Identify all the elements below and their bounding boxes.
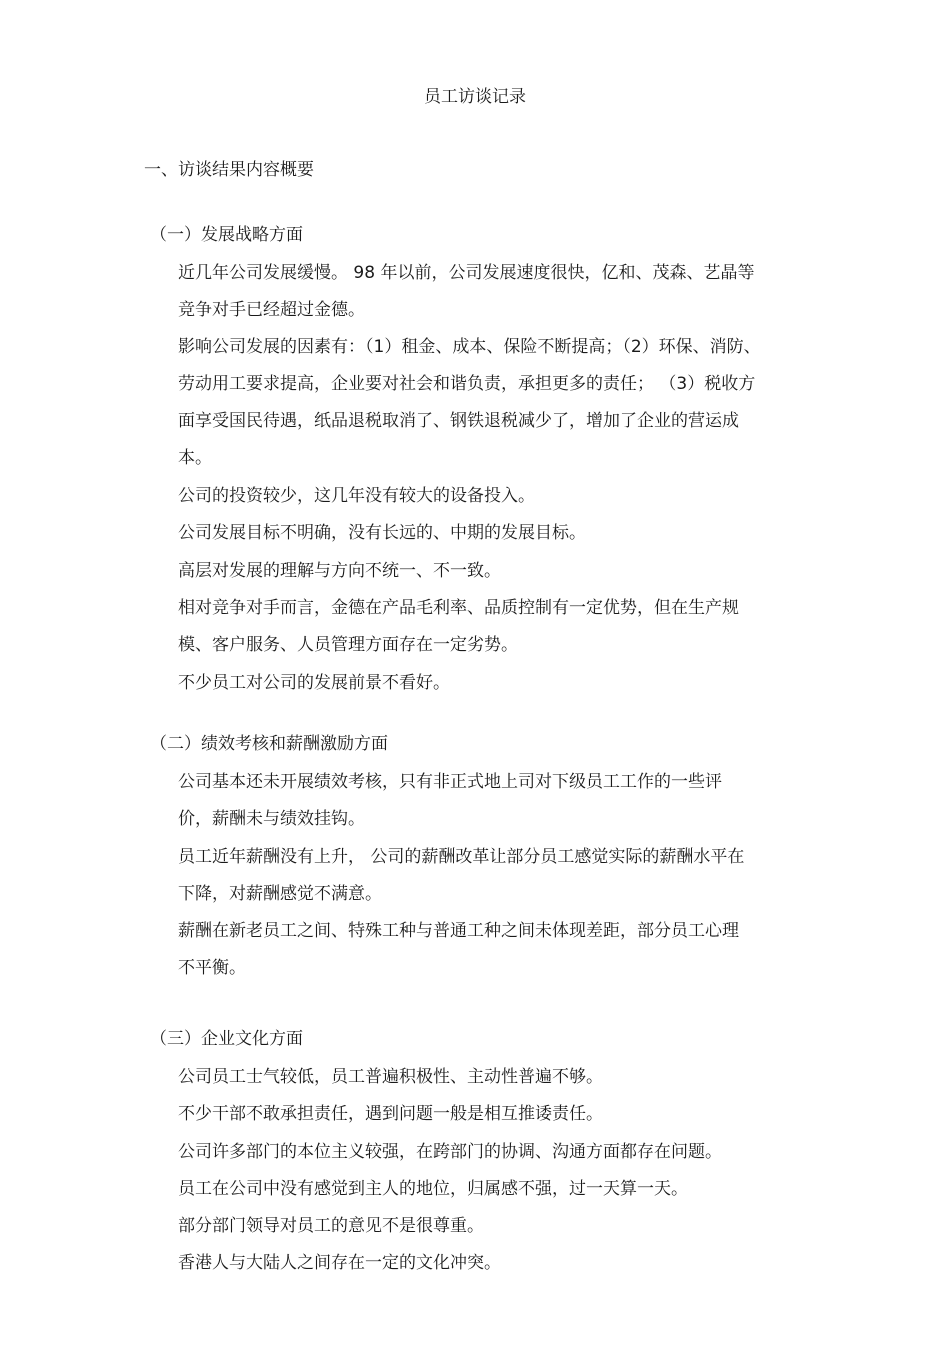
document-title: 员工访谈记录: [424, 87, 526, 107]
paragraph-line: 竞争对手已经超过金德。: [178, 300, 365, 320]
subsection-heading-strategy: （一）发展战略方面: [150, 225, 303, 245]
paragraph-line: 影响公司发展的因素有：（1）租金、成本、保险不断提高；（2）环保、消防、: [178, 337, 761, 357]
paragraph-line: 不少干部不敢承担责任，遇到问题一般是相互推诿责任。: [178, 1104, 603, 1124]
paragraph-line: 不平衡。: [178, 958, 246, 978]
paragraph-line: 公司基本还未开展绩效考核，只有非正式地上司对下级员工工作的一些评: [178, 772, 722, 792]
paragraph-line: 香港人与大陆人之间存在一定的文化冲突。: [178, 1253, 501, 1273]
subsection-heading-performance: （二）绩效考核和薪酬激励方面: [150, 734, 388, 754]
subsection-heading-culture: （三）企业文化方面: [150, 1029, 303, 1049]
paragraph-line: 相对竞争对手而言，金德在产品毛利率、品质控制有一定优势，但在生产规: [178, 598, 739, 618]
paragraph-line: 模、客户服务、人员管理方面存在一定劣势。: [178, 635, 518, 655]
section-heading: 一、访谈结果内容概要: [144, 160, 314, 180]
paragraph-line: 员工在公司中没有感觉到主人的地位，归属感不强，过一天算一天。: [178, 1179, 688, 1199]
paragraph-line: 近几年公司发展缓慢。 98 年以前，公司发展速度很快，亿和、茂森、艺晶等: [178, 263, 755, 283]
paragraph-line: 下降，对薪酬感觉不满意。: [178, 884, 382, 904]
paragraph-line: 薪酬在新老员工之间、特殊工种与普通工种之间未体现差距，部分员工心理: [178, 921, 739, 941]
paragraph-line: 劳动用工要求提高，企业要对社会和谐负责，承担更多的责任； （3）税收方: [178, 374, 756, 394]
paragraph-line: 高层对发展的理解与方向不统一、不一致。: [178, 561, 501, 581]
paragraph-line: 公司许多部门的本位主义较强，在跨部门的协调、沟通方面都存在问题。: [178, 1142, 722, 1162]
paragraph-line: 部分部门领导对员工的意见不是很尊重。: [178, 1216, 484, 1236]
paragraph-line: 不少员工对公司的发展前景不看好。: [178, 673, 450, 693]
paragraph-line: 公司发展目标不明确，没有长远的、中期的发展目标。: [178, 523, 586, 543]
paragraph-line: 公司员工士气较低，员工普遍积极性、主动性普遍不够。: [178, 1067, 603, 1087]
paragraph-line: 面享受国民待遇，纸品退税取消了、钢铁退税减少了，增加了企业的营运成: [178, 411, 739, 431]
paragraph-line: 员工近年薪酬没有上升， 公司的薪酬改革让部分员工感觉实际的薪酬水平在: [178, 847, 745, 867]
paragraph-line: 公司的投资较少，这几年没有较大的设备投入。: [178, 486, 535, 506]
paragraph-line: 价，薪酬未与绩效挂钩。: [178, 809, 365, 829]
paragraph-line: 本。: [178, 448, 212, 468]
